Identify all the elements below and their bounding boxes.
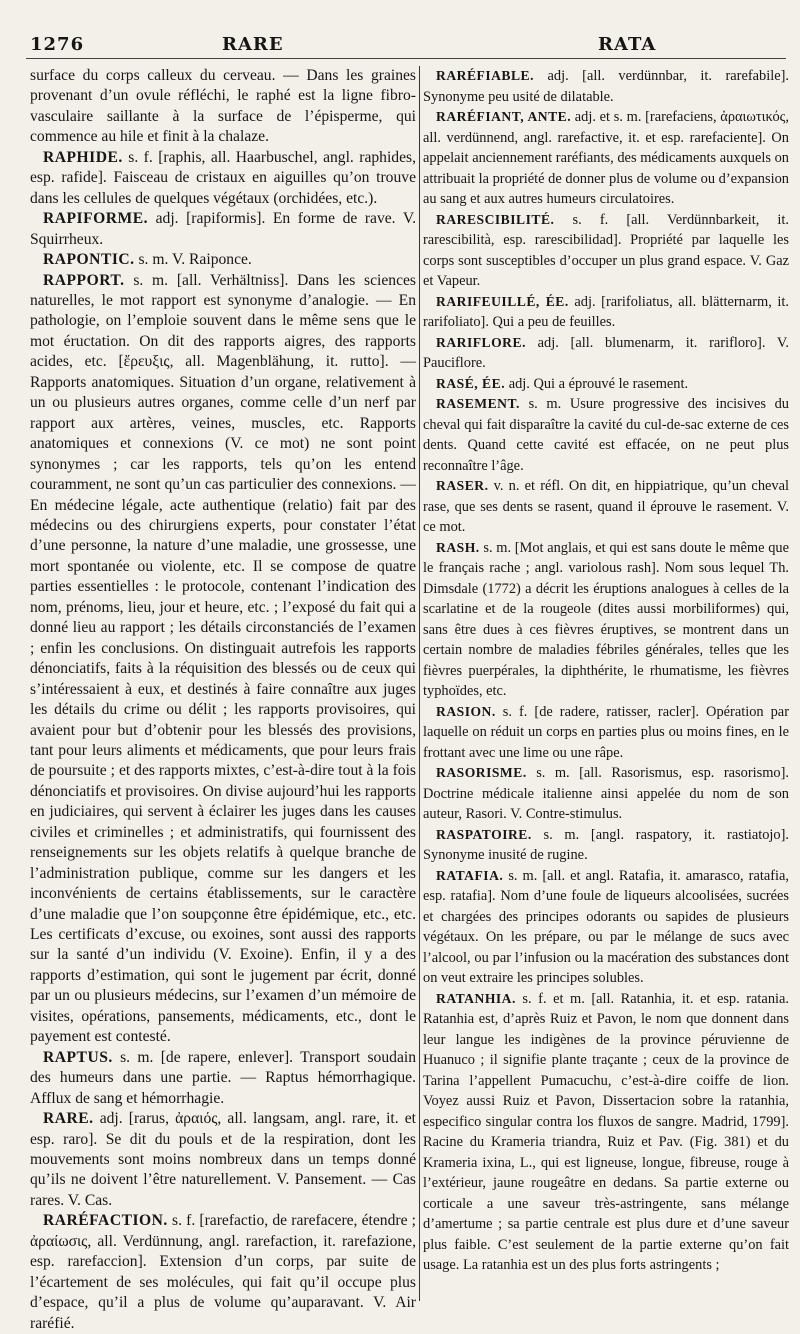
headword: RASPATOIRE.	[436, 826, 532, 842]
definition: s. m. V. Raiponce.	[134, 251, 252, 269]
headword: RARÉFIANT, ANTE.	[436, 109, 572, 124]
headword: RAPHIDE.	[43, 148, 123, 166]
entry-raspatoire	[423, 825, 789, 866]
definition: adj. [rapiformis]. En forme de rave. V. Squirrheux.	[30, 210, 416, 248]
page-number: 1276	[30, 34, 85, 55]
definition: s. f. [de radere, ratisser, racler]. Opération par laquelle on réduit un corps en parties plus ou moins fines, en le frottant avec une lime ou une râpe.	[423, 703, 789, 761]
definition: s. f. [raphis, all. Haarbuschel, angl. raphides, esp. rafide]. Faisceau de cristaux en aiguilles qu’on trouve dans les cellules de quelques végétaux (orchidées, etc.).	[30, 148, 416, 207]
entry-rasorisme	[423, 763, 789, 825]
headword: RASION.	[436, 703, 496, 719]
right-guide-word: RATA	[598, 34, 657, 55]
entry-rarescibilite	[423, 210, 789, 292]
definition: s. m. [Mot anglais, et qui est sans doute le même que le français rache ; angl. variolous rash]. Nom sous lequel Th. Dimsdale (1772) a décrit les éruptions analogues à celles de la scarlatine et de la rougeole (dites aussi morbiliformes) qui, sans être dues à ces fièvres éruptives, se montrent dans un certain nombre de maladies fébriles générales, telles que les fièvres puerpérales, la diphthérite, le rhumatisme, les fièvres typhoïdes, etc.	[423, 539, 789, 699]
definition: v. n. et réfl. On dit, en hippiatrique, qu’un cheval rase, que ses dents se rasent, quand il éprouve le rasement. V. ce mot.	[423, 478, 789, 535]
running-header	[26, 30, 786, 59]
definition: adj. [all. verdünnbar, it. rarefabile]. Synonyme peu usité de dilatable.	[423, 68, 789, 105]
entry-raser	[423, 476, 789, 538]
left-column	[30, 66, 416, 1332]
headword: RAPIFORME.	[43, 210, 149, 228]
headword: RARESCIBILITÉ.	[436, 211, 555, 227]
headword: RASORISME.	[436, 765, 527, 780]
headword: RASH.	[436, 539, 480, 555]
headword: RASÉ, ÉE.	[436, 375, 506, 391]
entry-continuation: surface du corps calleux du cerveau. — Dans les graines provenant d’un ovule réfléchi, le raphé est la ligne fibro-vasculaire saillante à la surface de l’épisperme, qui commence au hile et finit à la chalaze.	[30, 67, 416, 146]
entry-raphide	[30, 148, 416, 209]
definition: s. f. [all. Verdünnbarkeit, it. rarescibilità, esp. rarescibilidad]. Propriété par laquelle les corps sont susceptibles d’occuper un plus grand espace. V. Gaz et Vapeur.	[423, 211, 789, 289]
definition: adj. Qui a éprouvé le rasement.	[505, 375, 689, 392]
definition: s. m. [all. et angl. Ratafia, it. amarasco, ratafia, esp. ratafia]. Nom d’une foule de liqueurs alcoolisées, sucrées et chargées des principes odorants ou sapides de plusieurs végétaux. On les prépare, ou par le mélange de sucs avec l’alcool, ou par l’infusion ou la macération des substances dont on veut extraire les principes solubles.	[423, 867, 789, 986]
definition: adj. [rarus, ἀραιός, all. langsam, angl. rare, it. et esp. raro]. Se dit du pouls et de la respiration, dont les mouvements sont moins nombreux dans un temps donné qu’ils ne doivent l’être naturellement. V. Pansement. — Cas rares. V. Cas.	[30, 1110, 416, 1209]
headword: RATANHIA.	[436, 990, 516, 1006]
headword: RAPONTIC.	[43, 251, 135, 269]
definition: adj. [rarifoliatus, all. blätternarm, it. rarifoliato]. Qui a peu de feuilles.	[423, 293, 789, 330]
definition: s. m. [all. Rasorismus, esp. rasorismo]. Doctrine médicale italienne ainsi appelée du nom de son auteur, Rasori. V. Contre-stimulus.	[423, 765, 789, 822]
definition: s. m. [de rapere, enlever]. Transport soudain des humeurs dans une partie. — Raptus hémorrhagique. Afflux de sang et hémorrhagie.	[30, 1048, 416, 1107]
entry-ratafia	[423, 866, 789, 989]
entry-raptus	[30, 1048, 416, 1109]
entry-ratanhia	[423, 989, 789, 1276]
definition: adj. [all. blumenarm, it. rarifloro]. V. Pauciflore.	[423, 334, 789, 371]
entry-rariflore	[423, 333, 789, 374]
headword: RAPTUS.	[43, 1048, 113, 1066]
entry-rapport	[30, 271, 416, 1048]
headword: RASEMENT.	[436, 396, 520, 411]
right-column	[423, 66, 789, 1307]
entry-rase	[423, 374, 789, 395]
definition: s. m. [all. Verhältniss]. Dans les sciences naturelles, le mot rapport est synonyme d’analogie. — En pathologie, on l’emploie souvent dans le même sens que le mot éructation. On dit des rapports aigres, des rapports acides, etc. [ἔρευξις, all. Magenblähung, it. rutto]. — Rapports anatomiques. Situation d’un organe, relativement à un ou plusieurs autres organes, comme celle d’un nerf par rapport aux artères, veines, muscles, etc. Rapports anatomiques et connexions (V. ce mot) ne sont point synonymes ; car les rapports, tels qu’on les entend couramment, ne sont qu’un cas particulier des connexions. — En médecine légale, acte authentique (relatio) fait par des médecins ou des chirurgiens experts, pour constater l’état d’une personne, la nature d’une maladie, une grossesse, une mort spontanée ou violente, etc. Il se compose de quatre parties essentielles : le protocole, contenant l’indication des nom, prénoms, lieu, jour et heure, etc. ; l’exposé du fait qui a donné lieu au rapport ; les détails circonstanciés de l’examen ; enfin les conclusions. On distinguait autrefois les rapports dénonciatifs, faits à la réquisition des blessés ou de ceux qui s’intéressaient à eux, et destinés à faire connaître aux juges les détails du crime ou délit ; les rapports provisoires, qui avaient pour but d’obtenir pour les blessés des provisions, tant pour leurs aliments et médicaments, que pour leurs frais de poursuite ; et des rapports mixtes, c’est-à-dire tout à la fois dénonciatifs et provisoires. On divise aujourd’hui les rapports en judiciaires, qui servent à éclairer les juges dans les causes civiles et criminelles ; et administratifs, qui fournissent des renseignements sur les objets relatifs à quelque branche de l’administration publique, comme sur les dangers et les inconvénients de certains établissements, sur le caractère d’une maladie que l’on soupçonne être épidémique, etc., etc. Les certificats d’excuse, ou exoines, sont aussi des rapports sur la santé d’un individu (V. Exoine). Enfin, il y a des rapports d’estimation, qui sont le jugement par écrit, donné par un ou plusieurs médecins, sur l’examen d’un mémoire de visites, opérations, pansements, médicaments, etc., dont le payement est contesté.	[30, 271, 416, 1046]
entry-rapontic	[30, 250, 416, 270]
headword: RATAFIA.	[436, 867, 504, 883]
headword: RARE.	[43, 1110, 94, 1128]
entry-rasion	[423, 702, 789, 764]
entry-rarefaction	[30, 1211, 416, 1334]
headword: RARÉFIABLE.	[436, 68, 535, 83]
entry-rarifeuille	[423, 292, 789, 333]
column-divider	[419, 66, 420, 1301]
headword: RAPPORT.	[43, 271, 125, 289]
headword: RASER.	[436, 478, 489, 493]
definition: s. m. [angl. raspatory, it. rastiatojo]. Synonyme inusité de rugine.	[423, 826, 789, 863]
headword: RARIFLORE.	[436, 334, 526, 350]
entry-rasement	[423, 394, 789, 476]
definition: s. f. [rarefactio, de rarefacere, étendre ; ἀραίωσις, all. Verdünnung, angl. rarefaction, it. rarefazione, esp. rarefaccion]. Extension d’un corps, par suite de l’écartement de ses molécules, qui fait qu’il occupe plus d’espace, qu’il a plus de volume qu’auparavant. V. Air raréfié.	[30, 1212, 416, 1332]
left-guide-word: RARE	[222, 34, 284, 55]
entry-rash	[423, 538, 789, 702]
headword: RARIFEUILLÉ, ÉE.	[436, 293, 569, 309]
entry-rare	[30, 1109, 416, 1211]
definition: s. f. et m. [all. Ratanhia, it. et esp. ratania. Ratanhia est, d’après Ruiz et Pavon, le nom que donnent dans leur langue les indigènes de la province péruvienne de Huanuco ; il signifie plante traçante ; ceux de la province de Tarina l’appellent Pumacuchu, c’est-à-dire coiffe de lion. Voyez aussi Ruiz et Pavon, Dissertacion sobre la ratanhia, especifico singular contra los fluxos de sangre. Madrid, 1799]. Racine du Krameria triandra, Ruiz et Pav. (Fig. 381) et du Krameria ixina, L., qui est ligneuse, longue, fibreuse, rouge à l’extérieur, jaune rougeâtre en dedans. Sa partie externe ou corticale a une saveur très-astringente, sans mélange d’amertume ; sa partie centrale est plus dure et d’une saveur plus faible. C’est seulement de la partie externe qu’on fait usage. La ratanhia est un des plus forts astringents ;	[423, 990, 789, 1273]
definition: adj. et s. m. [rarefaciens, ἀραιωτικός, all. verdünnend, angl. rarefactive, it. et esp. rarefaciente]. On appelait anciennement raréfiants, des médicaments auxquels on attribuait la propriété de donner plus de volume ou d’expansion au sang et aux autres humeurs circulatoires.	[423, 109, 789, 207]
entry-rarefiable	[423, 66, 789, 107]
definition: s. m. Usure progressive des incisives du cheval qui fait disparaître la cavité du cul-de-sac externe de ces dents. Quand cette cavité est effacée, on ne peut plus reconnaître l’âge.	[423, 396, 789, 474]
entry-rarefiant	[423, 107, 789, 210]
entry-rapiforme	[30, 209, 416, 250]
headword: RARÉFACTION.	[43, 1212, 168, 1230]
